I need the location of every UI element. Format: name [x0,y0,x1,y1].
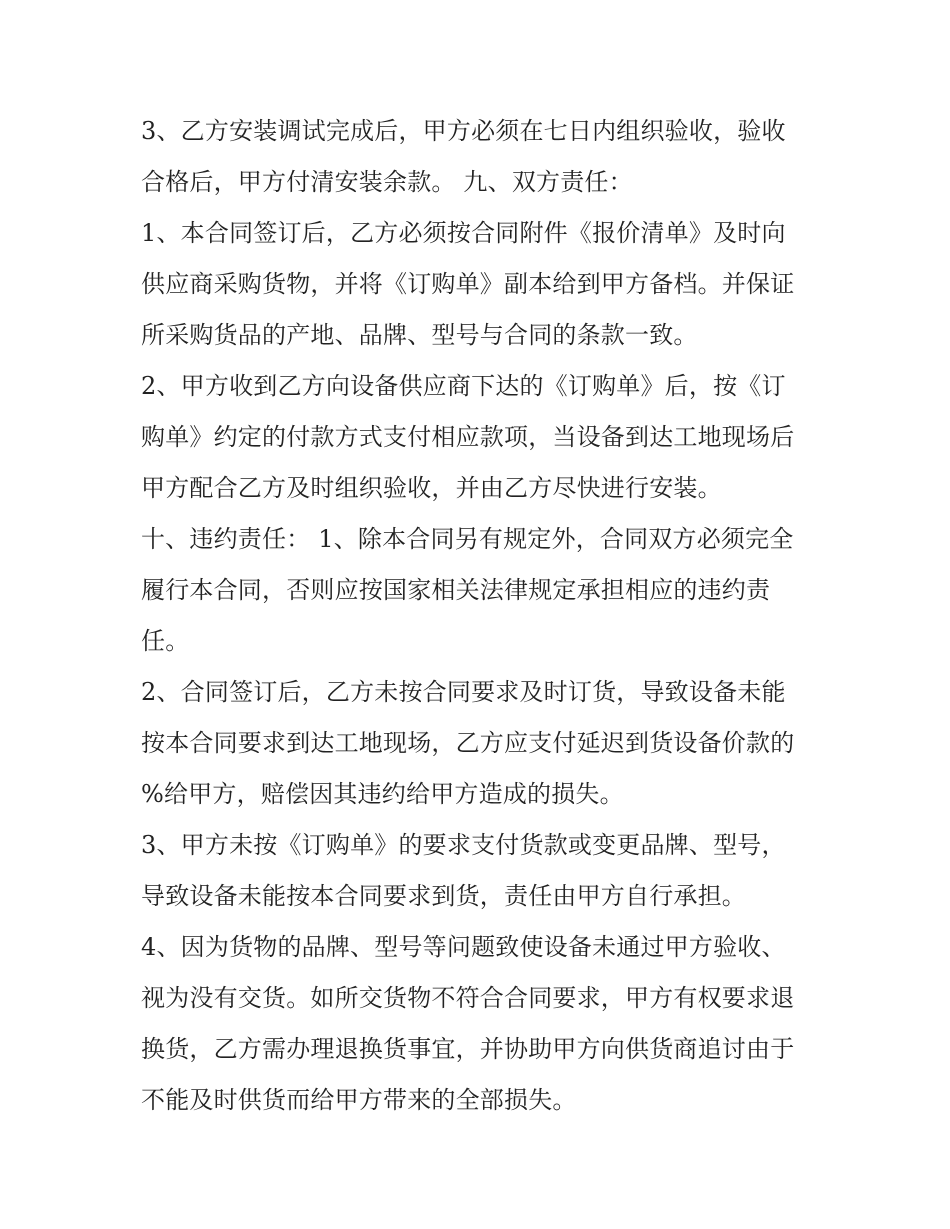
text-line: 不能及时供货而给甲方带来的全部损失。 [141,1086,577,1114]
document-body [141,106,821,1126]
text-line: 换货，乙方需办理退换货事宜，并协助甲方向供货商追讨由于 [141,1035,795,1063]
text-line: 导致设备未能按本合同要求到货，责任由甲方自行承担。 [141,882,746,910]
text-line: 十、违约责任： 1、除本合同另有规定外，合同双方必须完全 [141,525,794,553]
text-line: 2、合同签订后，乙方未按合同要求及时订货，导致设备未能 [141,678,786,706]
text-line: 购单》约定的付款方式支付相应款项，当设备到达工地现场后 [141,423,795,451]
text-line: 甲方配合乙方及时组织验收，并由乙方尽快进行安装。 [141,474,722,502]
text-line: 1、本合同签订后，乙方必须按合同附件《报价清单》及时向 [141,219,786,247]
text-line: 合格后，甲方付清安装余款。 九、双方责任： [141,168,633,196]
text-line: 3、甲方未按《订购单》的要求支付货款或变更品牌、型号， [141,831,786,859]
text-line: %给甲方，赔偿因其违约给甲方造成的损失。 [141,780,624,808]
text-line: 视为没有交货。如所交货物不符合合同要求，甲方有权要求退 [141,984,795,1012]
text-line: 2、甲方收到乙方向设备供应商下达的《订购单》后，按《订 [141,372,786,400]
text-line: 按本合同要求到达工地现场，乙方应支付延迟到货设备价款的 [141,729,795,757]
text-line: 履行本合同，否则应按国家相关法律规定承担相应的违约责 [141,576,771,604]
text-line: 4、因为货物的品牌、型号等问题致使设备未通过甲方验收、 [141,933,786,961]
text-line: 供应商采购货物，并将《订购单》副本给到甲方备档。并保证 [141,270,795,298]
text-line: 3、乙方安装调试完成后，甲方必须在七日内组织验收，验收 [141,117,786,145]
text-line: 所采购货品的产地、品牌、型号与合同的条款一致。 [141,321,698,349]
text-line: 任。 [141,627,190,655]
